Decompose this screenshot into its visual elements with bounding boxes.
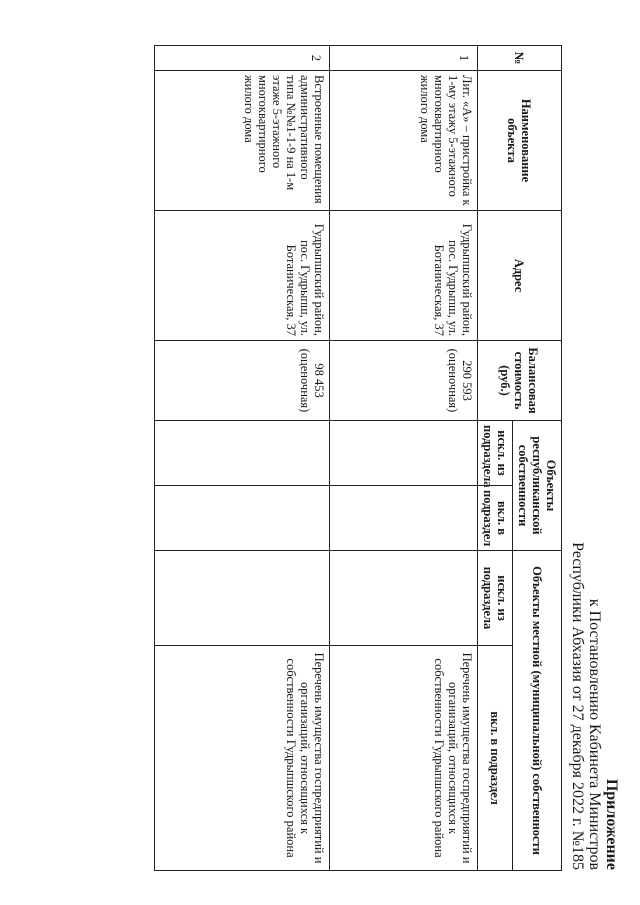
col-header-address: Адрес <box>478 211 562 341</box>
local-incl-cell: Перечень имущества госпредприятий и организаций, относящихся к собственности Гудрыпшского района <box>155 646 330 871</box>
local-incl-cell: Перечень имущества госпредприятий и организаций, относящихся к собственности Гудрыпшского района <box>330 646 478 871</box>
col-header-republic-excl: искл. из подраздела <box>478 421 513 486</box>
table-row <box>155 46 330 871</box>
property-table <box>154 45 562 871</box>
object-address: Гудрыпшский район, пос. Гудрыпш, ул. Ботаническая, 37 <box>330 211 478 341</box>
object-name: Лит. «А» – пристройка к 1-му этажу 5-этажного многоквартирного жилого дома <box>330 71 478 211</box>
object-name: Встроенные помещения административного типа №№1-1-9 на 1-м этаже 5-этажного многоквартирного жилого дома <box>155 71 330 211</box>
object-address: Гудрыпшский район, пос. Гудрыпш, ул. Ботаническая, 37 <box>155 211 330 341</box>
col-header-local-incl: вкл. в подраздел <box>478 646 513 871</box>
republic-incl-cell <box>155 486 330 551</box>
republic-excl-cell <box>155 421 330 486</box>
row-num: 2 <box>155 46 330 71</box>
header-row-1 <box>513 46 562 871</box>
col-header-republic-group: Объекты республиканской собственности <box>513 421 562 551</box>
col-header-cost: Балансовая стоимость (руб.) <box>478 341 562 421</box>
appendix-line-2: Республики Абхазия от 27 декабря 2022 г. №185 <box>569 542 586 870</box>
republic-excl-cell <box>330 421 478 486</box>
appendix-title: Приложение <box>603 778 620 870</box>
local-excl-cell <box>330 551 478 646</box>
col-header-local-group: Объекты местной (муниципальной) собственности <box>513 551 562 871</box>
local-excl-cell <box>155 551 330 646</box>
document-header <box>569 542 620 870</box>
row-num: 1 <box>330 46 478 71</box>
object-cost: 98 453 (оценочная) <box>155 341 330 421</box>
col-header-num: № <box>478 46 562 71</box>
document-page <box>0 45 620 870</box>
object-cost: 290 593 (оценочная) <box>330 341 478 421</box>
table-row <box>330 46 478 871</box>
col-header-republic-incl: вкл. в подраздел <box>478 486 513 551</box>
col-header-local-excl: искл. из подраздела <box>478 551 513 646</box>
appendix-line-1: к Постановлению Кабинета Министров <box>586 598 603 870</box>
col-header-name: Наименование объекта <box>478 71 562 211</box>
republic-incl-cell <box>330 486 478 551</box>
